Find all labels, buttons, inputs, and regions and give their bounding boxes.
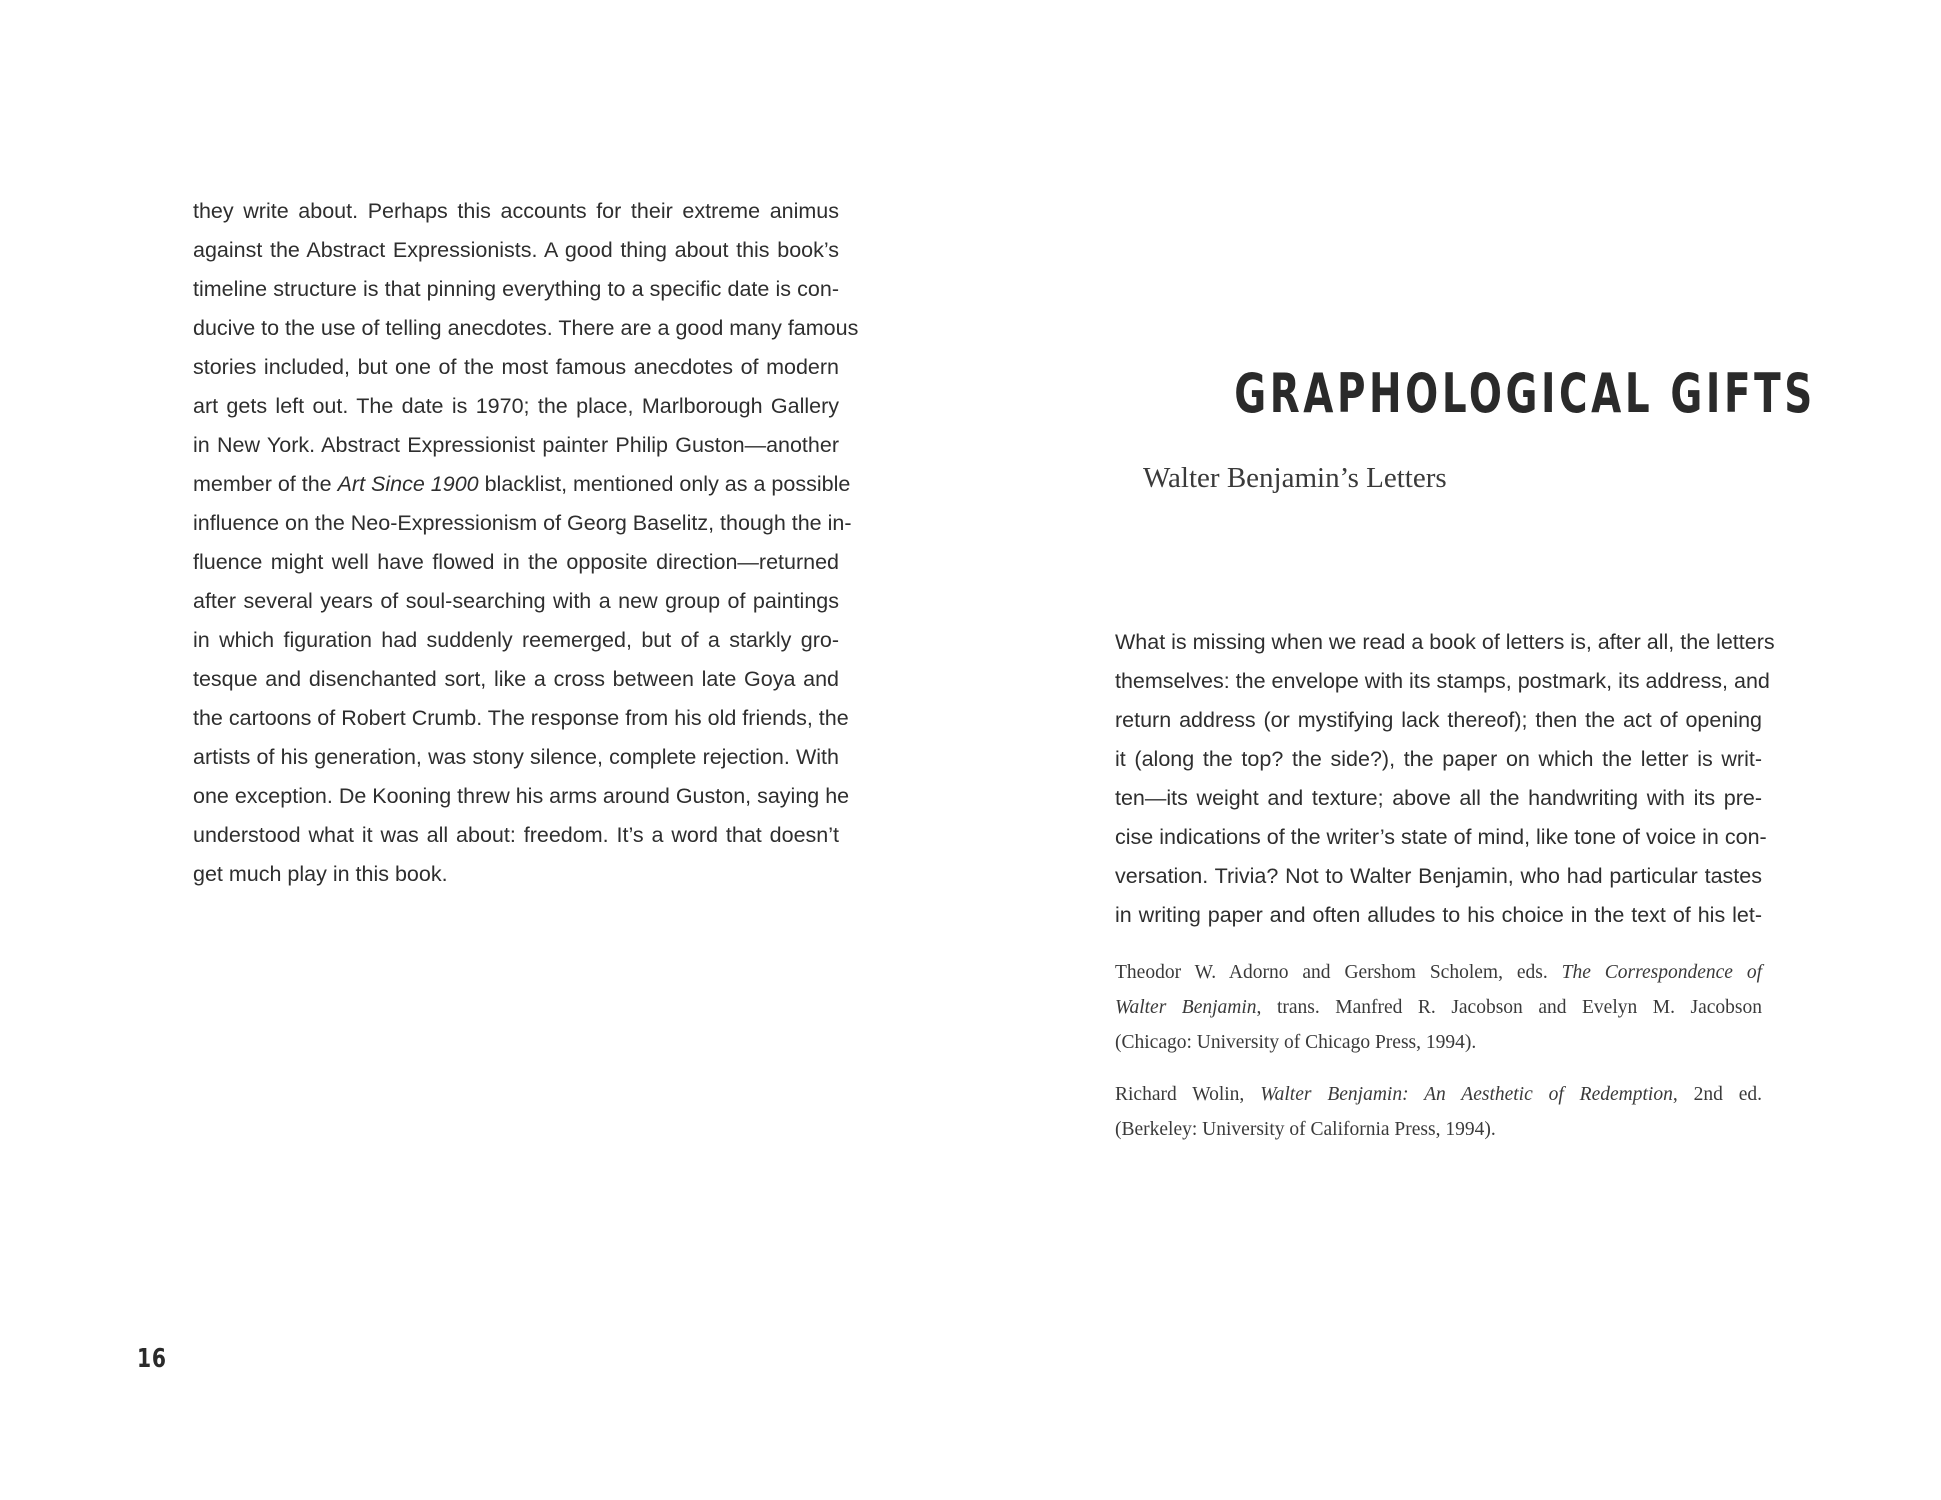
text-line: it (along the top? the side?), the paper on which the letter is writ-: [1115, 747, 1762, 771]
text-segment: , trans. Manfred R. Jacobson and Evelyn M. Jacobson: [1256, 997, 1762, 1018]
text-line: return address (or mystifying lack thereof); then the act of opening: [1115, 708, 1762, 732]
reference-line: [1115, 955, 1762, 990]
text-line: fluence might well have flowed in the opposite direction—returned: [193, 550, 839, 574]
text-line: they write about. Perhaps this accounts for their extreme animus: [193, 199, 839, 223]
text-line: after several years of soul-searching with a new group of paintings: [193, 589, 839, 613]
reference-line: (Berkeley: University of California Press, 1994).: [1115, 1119, 1496, 1140]
left-page: [0, 0, 970, 1500]
reference-line: [1115, 1077, 1762, 1112]
page-number: 16: [137, 1344, 167, 1374]
text-line: in which figuration had suddenly reemerged, but of a starkly gro-: [193, 628, 839, 652]
text-line: versation. Trivia? Not to Walter Benjamin, who had particular tastes: [1115, 864, 1762, 888]
chapter-subtitle: Walter Benjamin’s Letters: [1143, 462, 1447, 494]
reference-line: [1115, 990, 1762, 1025]
book-title-italic: Art Since 1900: [337, 472, 479, 496]
book-title-italic: The Correspondence of: [1561, 962, 1762, 983]
left-body-text: [193, 192, 859, 894]
text-segment: blacklist, mentioned only as a possible: [478, 472, 851, 496]
reference-entry: [1115, 1077, 1762, 1147]
text-line: one exception. De Kooning threw his arms around Guston, saying he: [193, 784, 850, 808]
text-line: ten—its weight and texture; above all the handwriting with its pre-: [1115, 786, 1762, 810]
reference-entry: [1115, 955, 1762, 1060]
text-segment: Theodor W. Adorno and Gershom Scholem, eds.: [1115, 962, 1562, 983]
text-line: timeline structure is that pinning everything to a specific date is con-: [193, 277, 839, 301]
text-line: influence on the Neo-Expressionism of Georg Baselitz, though the in-: [193, 511, 852, 535]
text-line: What is missing when we read a book of letters is, after all, the letters: [1115, 630, 1775, 654]
text-line: against the Abstract Expressionists. A good thing about this book’s: [193, 238, 839, 262]
reference-line: (Chicago: University of Chicago Press, 1994).: [1115, 1032, 1477, 1053]
text-segment: , 2nd ed.: [1672, 1084, 1762, 1105]
text-line: get much play in this book.: [193, 862, 448, 886]
text-line: [193, 465, 851, 504]
text-line: art gets left out. The date is 1970; the place, Marlborough Gallery: [193, 394, 839, 418]
text-line: cise indications of the writer’s state of mind, like tone of voice in con-: [1115, 825, 1767, 849]
text-line: tesque and disenchanted sort, like a cross between late Goya and: [193, 667, 839, 691]
text-line: in New York. Abstract Expressionist painter Philip Guston—another: [193, 433, 839, 457]
right-body-text: [1115, 623, 1775, 935]
text-segment: Richard Wolin,: [1115, 1084, 1261, 1105]
text-line: themselves: the envelope with its stamps, postmark, its address, and: [1115, 669, 1770, 693]
text-segment: member of the: [193, 472, 338, 496]
text-line: the cartoons of Robert Crumb. The response from his old friends, the: [193, 706, 849, 730]
text-line: artists of his generation, was stony silence, complete rejection. With: [193, 745, 839, 769]
text-line: in writing paper and often alludes to his choice in the text of his let-: [1115, 903, 1762, 927]
text-line: understood what it was all about: freedom. It’s a word that doesn’t: [193, 823, 839, 847]
text-line: ducive to the use of telling anecdotes. There are a good many famous: [193, 316, 859, 340]
text-line: stories included, but one of the most famous anecdotes of modern: [193, 355, 839, 379]
book-title-italic: Walter Benjamin: [1115, 997, 1257, 1018]
right-page: [970, 0, 1941, 1500]
book-title-italic: Walter Benjamin: An Aesthetic of Redemption: [1260, 1084, 1673, 1105]
chapter-title: GRAPHOLOGICAL GIFTS: [1234, 362, 1816, 425]
